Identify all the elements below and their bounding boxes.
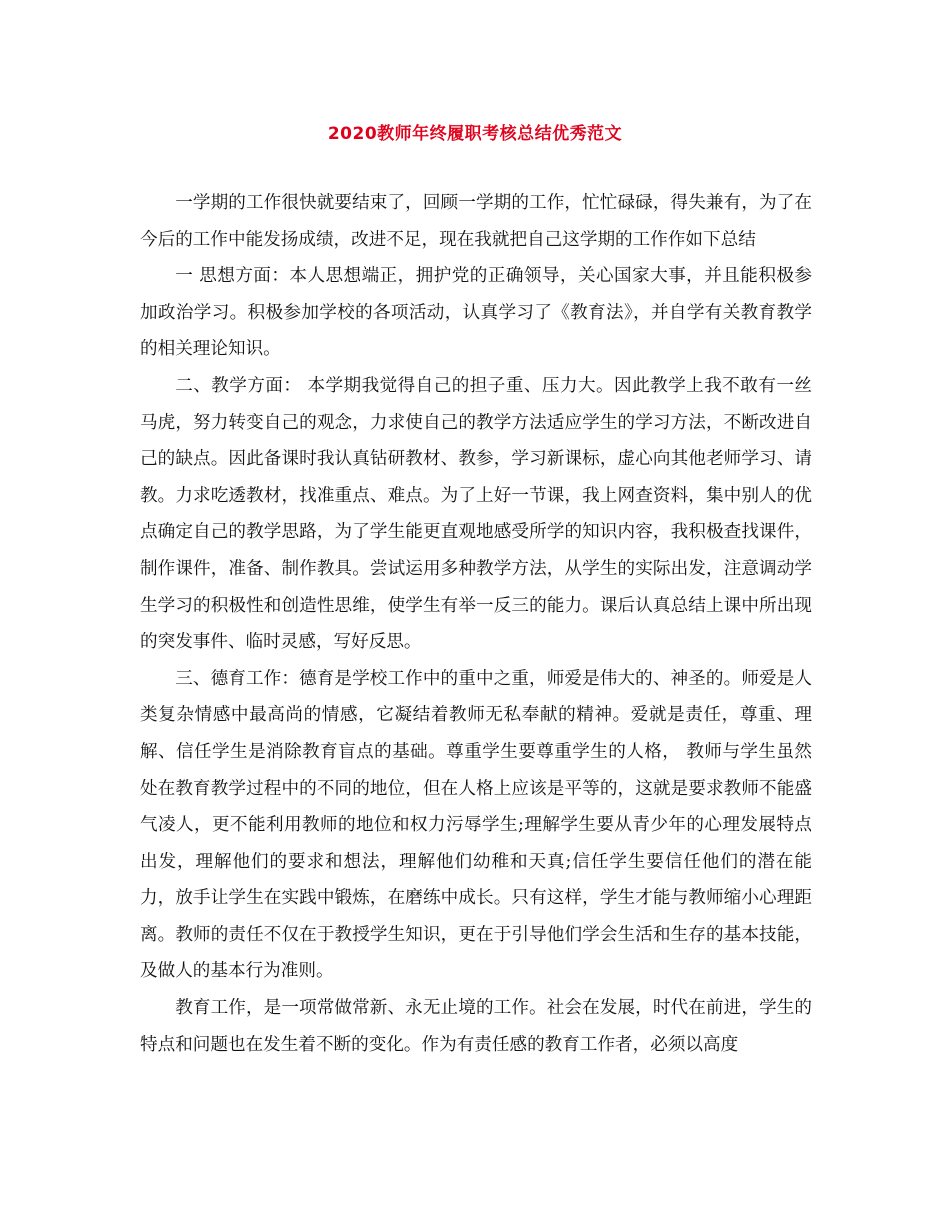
paragraph-teaching: 二、教学方面： 本学期我觉得自己的担子重、压力大。因此教学上我不敢有一丝马虎，努力转变自己的观念，力求使自己的教学方法适应学生的学习方法，不断改进自己的缺点。因此备课时我认真钻研教材、教参，学习新课标，虚心向其他老师学习、请教。力求吃透教材，找准重点、难点。为了上好一节课，我上网查资料，集中别人的优点确定自己的教学思路，为了学生能更直观地感受所学的知识内容，我积极查找课件，制作课件，准备、制作教具。尝试运用多种教学方法，从学生的实际出发，注意调动学生学习的积极性和创造性思维，使学生有举一反三的能力。课后认真总结上课中所出现的突发事件、临时灵感，写好反思。 (140, 375, 812, 653)
paragraph-thought: 一 思想方面：本人思想端正，拥护党的正确领导，关心国家大事，并且能积极参加政治学习。积极参加学校的各项活动，认真学习了《教育法》，并自学有关教育教学的相关理论知识。 (140, 266, 812, 360)
paragraph-moral-education: 三、德育工作：德育是学校工作中的重中之重，师爱是伟大的、神圣的。师爱是人类复杂情感中最高尚的情感，它凝结着教师无私奉献的精神。爱就是责任，尊重、理解、信任学生是消除教育盲点的基础。尊重学生要尊重学生的人格， 教师与学生虽然处在教育教学过程中的不同的地位，但在人格上应该是平等的，这就是要求教师不能盛气凌人，更不能利用教师的地位和权力污辱学生;理解学生要从青少年的心理发展特点出发，理解他们的要求和想法，理解他们幼稚和天真;信任学生要信任他们的潜在能力，放手让学生在实践中锻炼，在磨练中成长。只有这样，学生才能与教师缩小心理距离。教师的责任不仅在于教授学生知识，更在于引导他们学会生活和生存的基本技能，及做人的基本行为准则。 (140, 668, 812, 982)
paragraph-education-work: 教育工作，是一项常做常新、永无止境的工作。社会在发展，时代在前进，学生的特点和问题也在发生着不断的变化。作为有责任感的教育工作者，必须以高度 (140, 998, 812, 1055)
document-body (140, 185, 812, 1063)
paragraph-intro: 一学期的工作很快就要结束了，回顾一学期的工作，忙忙碌碌，得失兼有，为了在今后的工作中能发扬成绩，改进不足，现在我就把自己这学期的工作作如下总结 (140, 193, 812, 250)
document-title: 2020教师年终履职考核总结优秀范文 (327, 124, 623, 144)
